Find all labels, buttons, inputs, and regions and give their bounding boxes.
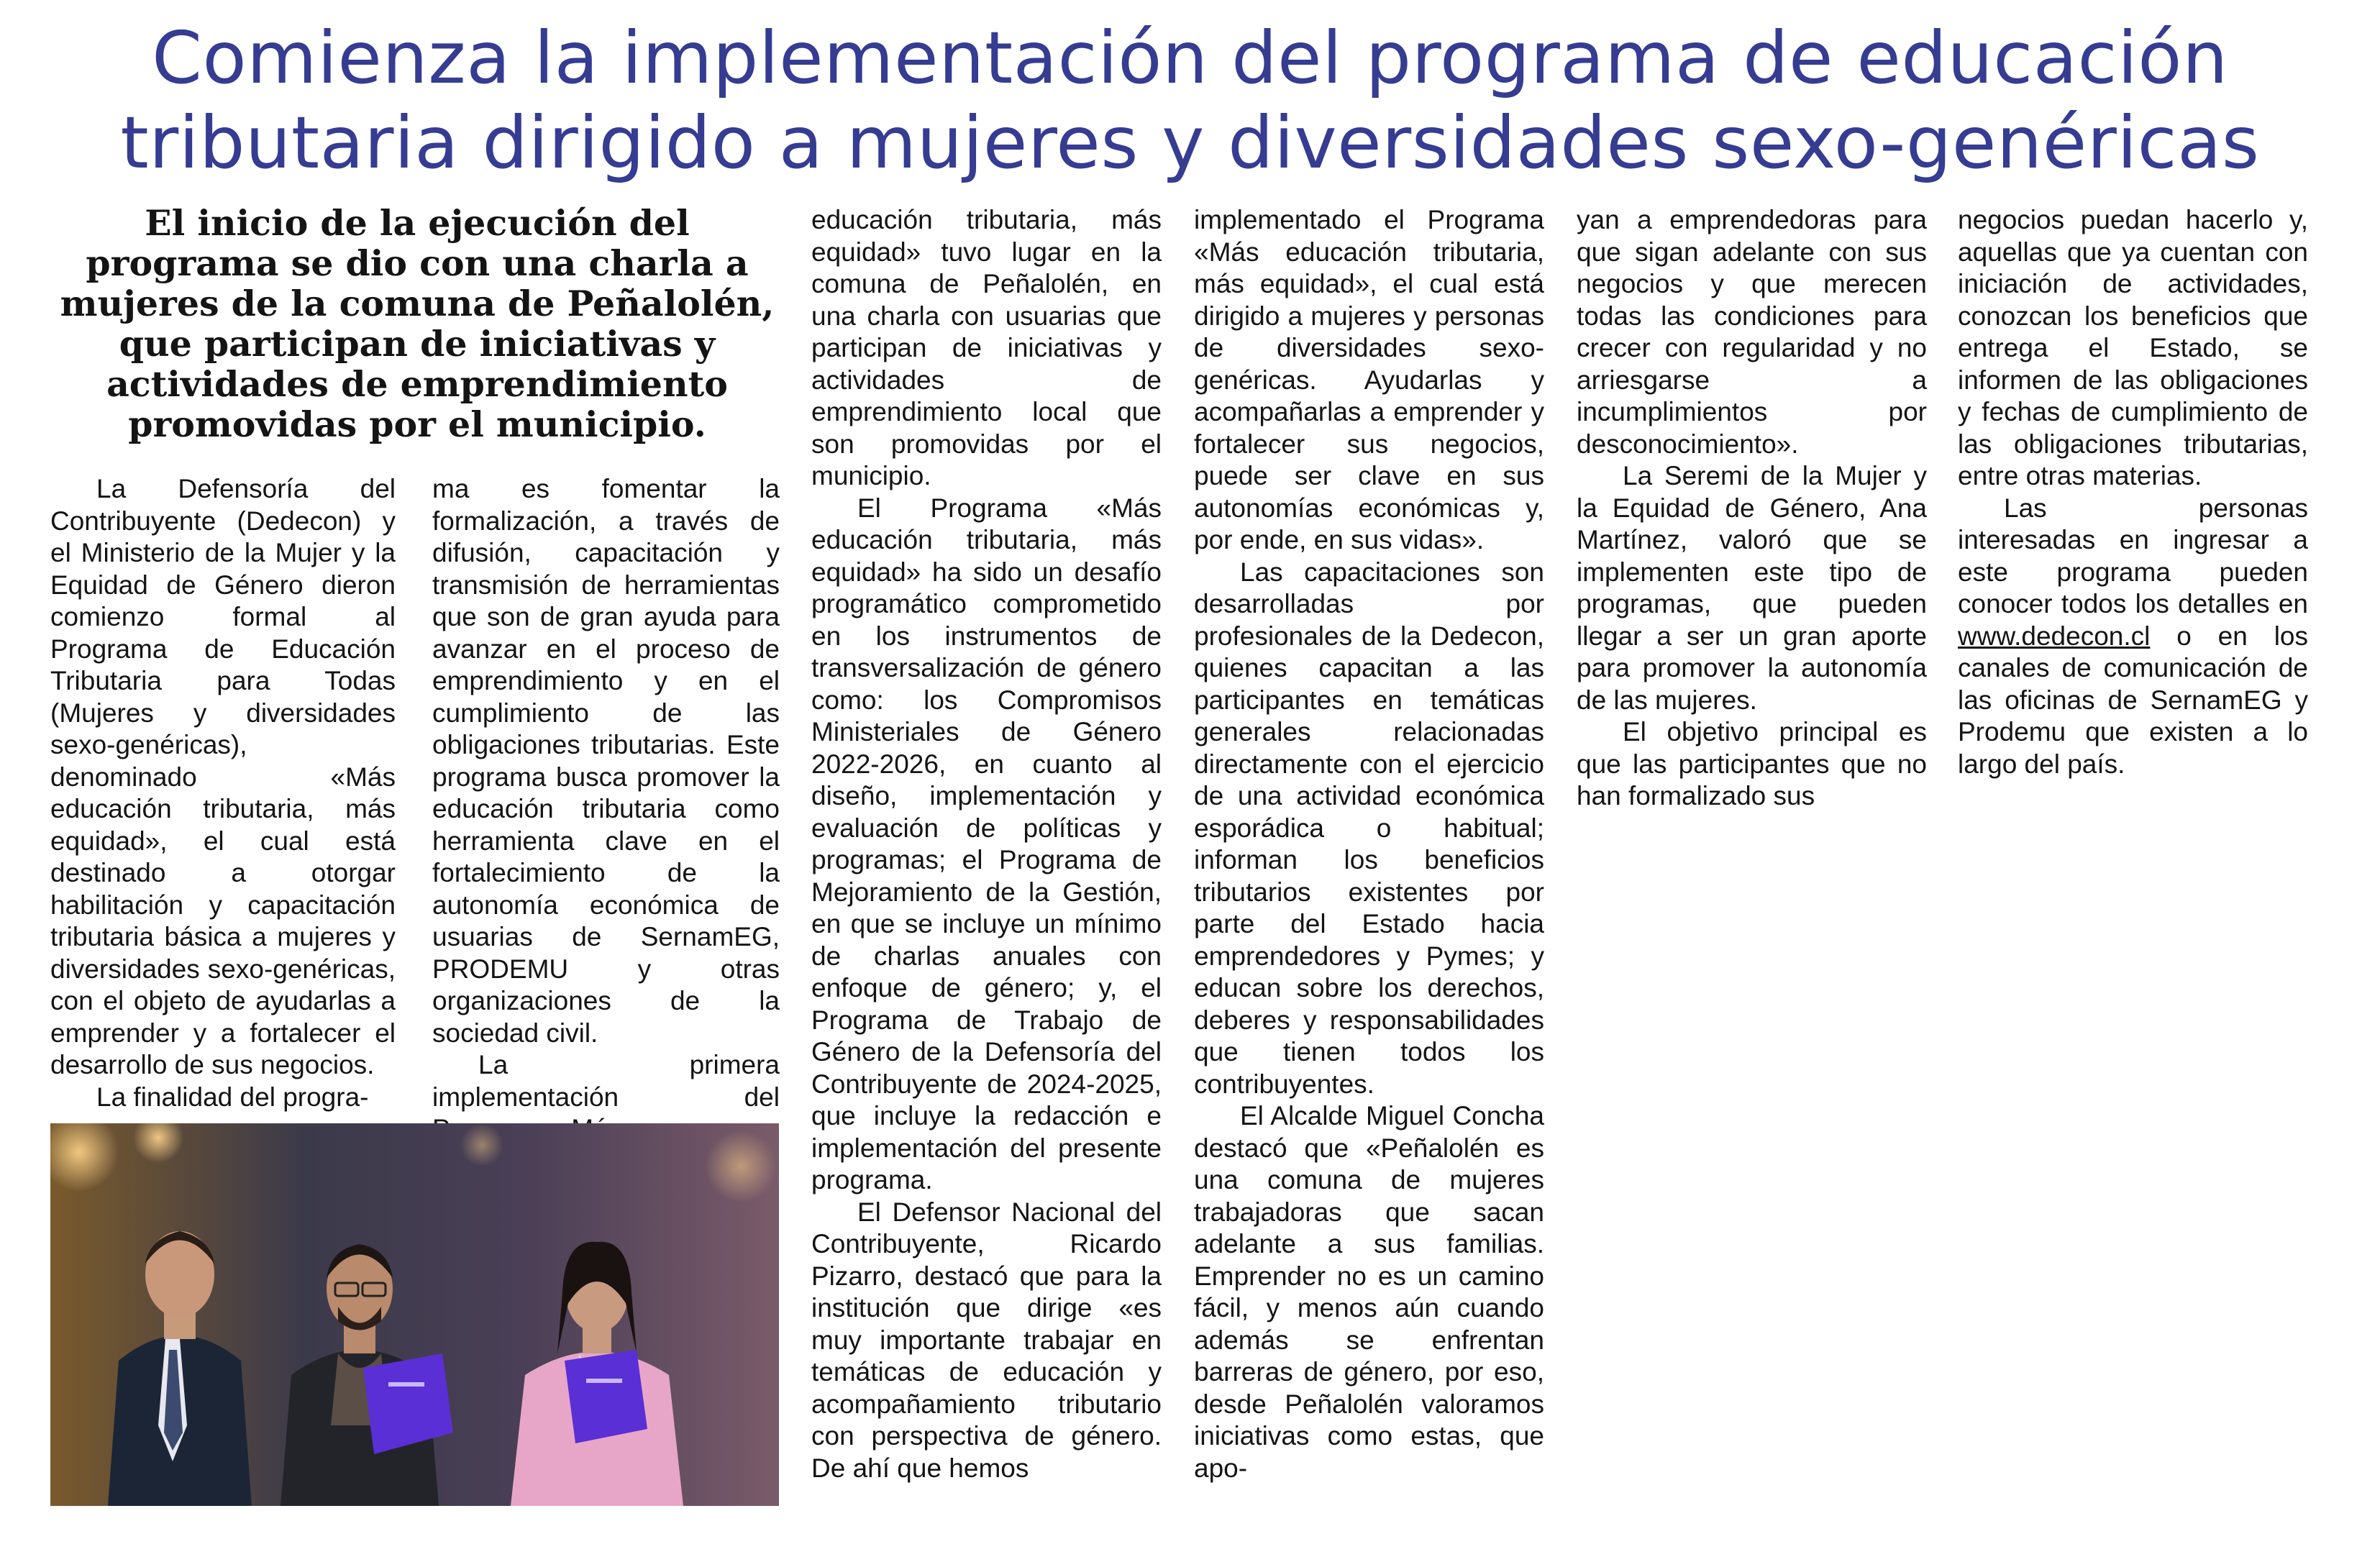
paragraph: El Programa «Más educación tributaria, más equidad» ha sido un desafío programático comprometido en los instrumentos de transversalización de género como: los Compromisos Ministeriales de Género 2022-2026, en cuanto al diseño, implementación y evaluación de políticas y programas; el Programa de Mejoramiento de la Gestión, en que se incluye un mínimo de charlas anuales con enfoque de género; y, el Programa de Trabajo de Género de la Defensoría del Contribuyente de 2024-2025, que incluye la redacción e implementación del presente programa. <box>811 493 1162 1195</box>
paragraph: educación tributaria, más equidad» tuvo lugar en la comuna de Peñalolén, en una charla con usuarias que participan de iniciativas y actividades de emprendimiento local que son promovidas por el municipio. <box>811 205 1162 490</box>
body-column-1 <box>50 473 396 1120</box>
body-column-6 <box>1958 204 2308 851</box>
paragraph: La Seremi de la Mujer y la Equidad de Género, Ana Martínez, valoró que se implementen este tipo de programas, que pueden llegar a ser un gran aporte para promover la autonomía de las mujeres. <box>1577 461 1927 715</box>
paragraph: La finalidad del progra- <box>96 1082 369 1112</box>
paragraph: La primera implementación del <box>432 1050 780 1112</box>
body-column-2 <box>432 473 780 1120</box>
news-photo <box>50 1123 779 1506</box>
paragraph: El Alcalde Miguel Concha destacó que «Peñalolén es una comuna de mujeres trabajadoras que sacan adelante a sus familias. Emprender no es un camino fácil, y menos aún cuando además se enfrentan barreras de género, por eso, desde Peñalolén valoramos iniciativas como estas, que apo- <box>1194 1101 1544 1483</box>
headline: Comienza la implementación del programa de educación tributaria dirigido a mujeres y diversidades sexo-genéricas <box>120 16 2260 185</box>
paragraph-text: o en los canales de comunicación de las oficinas de SernamEG y Prodemu que existen a lo largo del país. <box>1958 621 2308 779</box>
body-column-4 <box>1194 204 1544 1513</box>
paragraph: implementado el Programa «Más educación tributaria, más equidad», el cual está dirigido a mujeres y personas de diversidades sexo-genéricas. Ayudarlas y acompañarlas a emprender y fortalecer sus negocios, puede ser clave en sus autonomías económicas y, por ende, en sus vidas». <box>1194 205 1544 554</box>
paragraph: yan a emprendedoras para que sigan adelante con sus negocios y que merecen todas las condiciones para crecer con regularidad y no arriesgarse a incumplimientos por desconocimiento». <box>1577 205 1927 459</box>
website-link[interactable]: www.dedecon.cl <box>1958 621 2151 651</box>
body-column-5 <box>1577 204 1927 851</box>
paragraph: La Defensoría del Contribuyente (Dedecon) y el Ministerio de la Mujer y la Equidad de Género dieron comienzo formal al Programa de Educación Tributaria para Todas (Mujeres y diversidades sexo-genéricas), denominado «Más educación tributaria, más equidad», el cual está destinado a otorgar habilitación y capacitación tributaria básica a mujeres y diversidades sexo-genéricas, con el objeto de ayudarlas a emprender y a fortalecer el desarrollo de sus negocios. <box>50 474 396 1079</box>
paragraph <box>1958 493 2308 781</box>
paragraph: El objetivo principal es que las participantes que no han formalizado sus <box>1577 717 1927 810</box>
deck-subheadline: El inicio de la ejecución del programa se dio con una charla a mujeres de la comuna de Peñalolén, que participan de iniciativas y actividades de emprendimiento promovidas por el municipio. <box>60 202 775 445</box>
body-column-3 <box>811 204 1162 1513</box>
paragraph: El Defensor Nacional del Contribuyente, Ricardo Pizarro, destacó que para la institución que dirige «es muy importante trabajar en temáticas de educación y acompañamiento tributario con perspectiva de género. De ahí que hemos <box>811 1197 1162 1483</box>
paragraph: ma es fomentar la formalización, a través de difusión, capacitación y transmisión de herramientas que son de gran ayuda para avanzar en el proceso de emprendimiento y en el cumplimiento de las obligaciones tributarias. Este programa busca promover la educación tributaria como herramienta clave en el fortalecimiento de la autonomía económica de usuarias de SernamEG, PRODEMU y otras organizaciones de la sociedad civil. <box>432 474 780 1048</box>
paragraph: negocios puedan hacerlo y, aquellas que ya cuentan con iniciación de actividades, conozcan los beneficios que entrega el Estado, se informen de las obligaciones y fechas de cumplimiento de las obligaciones tributarias, entre otras materias. <box>1958 205 2308 490</box>
paragraph: Las capacitaciones son desarrolladas por profesionales de la Dedecon, quienes capacitan a las participantes en temáticas generales relacionadas directamente con el ejercicio de una actividad económica esporádica o habitual; informan los beneficios tributarios existentes por parte del Estado hacia emprendedores y Pymes; y educan sobre los derechos, deberes y responsabilidades que tienen todos los contribuyentes. <box>1194 557 1544 1099</box>
paragraph-text: Las personas interesadas en ingresar a este programa pueden conocer todos los detalles en <box>1958 493 2308 618</box>
